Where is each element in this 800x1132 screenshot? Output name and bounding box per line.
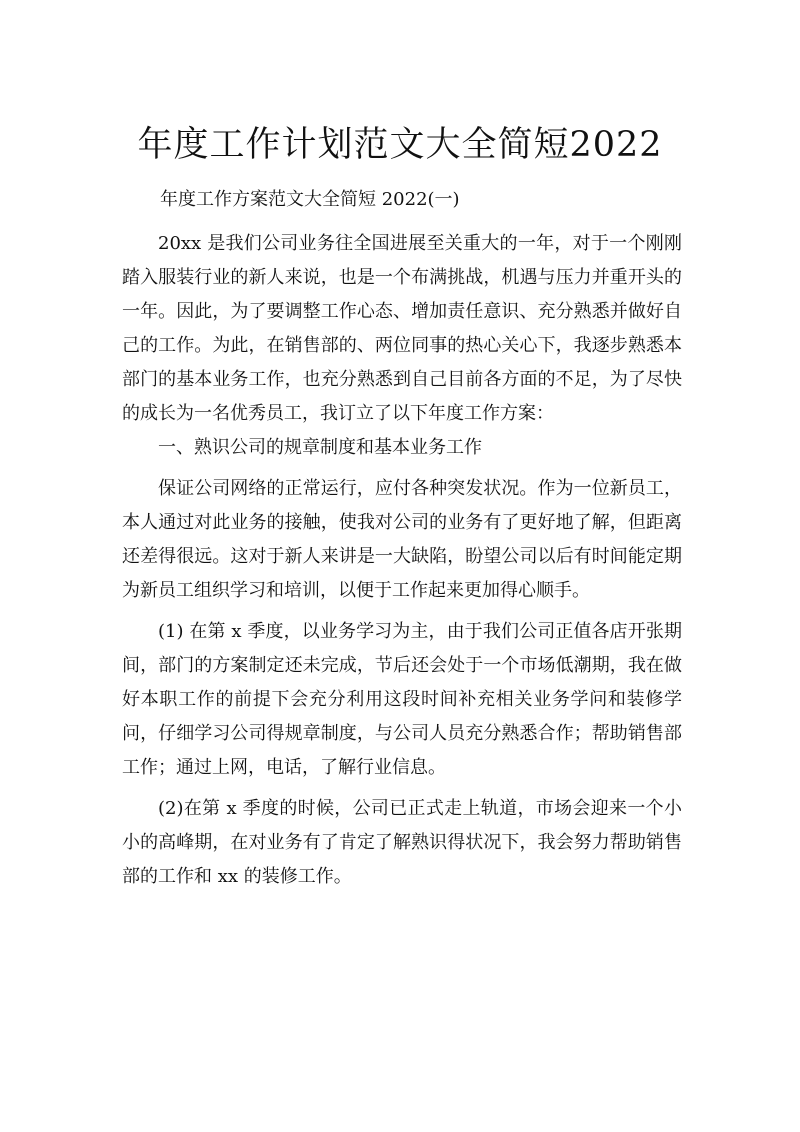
paragraph-quarter-2: (2)在第 x 季度的时候，公司已正式走上轨道，市场会迎来一个小小的高峰期，在对业务有了肯定了解熟识得状况下，我会努力帮助销售部的工作和 xx 的装修工作。: [122, 798, 682, 887]
document-title: 年度工作计划范文大全简短2022: [137, 125, 663, 165]
document-subtitle: 年度工作方案范文大全简短 2022(一): [160, 189, 460, 210]
paragraph-network: 保证公司网络的正常运行，应付各种突发状况。作为一位新员工，本人通过对此业务的接触，使我对公司的业务有了更好地了解，但距离还差得很远。这对于新人来讲是一大缺陷，盼望公司以后有时间能定期为新员工组织学习和培训，以便于工作起来更加得心顺手。: [122, 478, 682, 601]
document-body: [122, 227, 682, 894]
section-heading: 一、熟识公司的规章制度和基本业务工作: [158, 437, 482, 458]
paragraph-intro: 20xx 是我们公司业务往全国进展至关重大的一年，对于一个刚刚踏入服装行业的新人来说，也是一个布满挑战，机遇与压力并重开头的一年。因此，为了要调整工作心态、增加责任意识、充分熟悉并做好自己的工作。为此，在销售部的、两位同事的热心关心下，我逐步熟悉本部门的基本业务工作，也充分熟悉到自己目前各方面的不足，为了尽快的成长为一名优秀员工，我订立了以下年度工作方案：: [122, 233, 682, 424]
paragraph-quarter-1: (1) 在第 x 季度，以业务学习为主，由于我们公司正值各店开张期间，部门的方案制定还未完成，节后还会处于一个市场低潮期，我在做好本职工作的前提下会充分利用这段时间补充相关业务学问和装修学问，仔细学习公司得规章制度，与公司人员充分熟悉合作；帮助销售部工作；通过上网，电话，了解行业信息。: [122, 621, 682, 778]
